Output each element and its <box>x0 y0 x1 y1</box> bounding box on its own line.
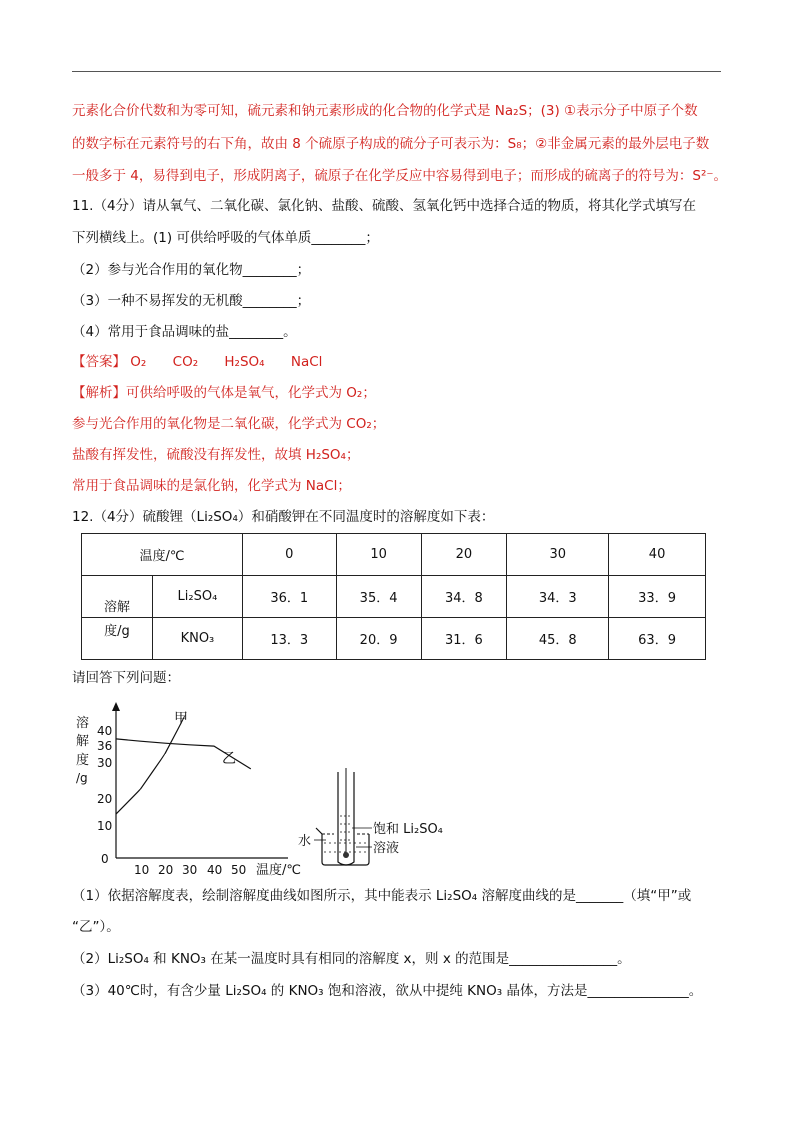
beaker-apparatus <box>314 768 372 865</box>
row-group-cell <box>82 618 243 660</box>
temp-cell: 30 <box>507 534 609 576</box>
q12-stem: 12.（4分）硫酸锂（Li₂SO₄）和硝酸钾在不同温度时的溶解度如下表： <box>72 509 495 525</box>
table-row <box>82 618 706 660</box>
solution-line-3: 一般多于 4，易得到电子，形成阴离子，硫原子在化学反应中容易得到电子；而形成的硫离子的符号为：S²⁻。 <box>72 168 727 184</box>
curve-jia <box>116 716 185 814</box>
table-cell: 36．1 <box>242 576 336 618</box>
kno3-label: KNO₃ <box>180 631 215 646</box>
table-row <box>82 534 706 576</box>
q12-sub2: （2）Li₂SO₄ 和 KNO₃ 在某一温度时具有相同的溶解度 x，则 x 的范围是________________。 <box>72 951 631 967</box>
ylabel-3: 度 <box>76 753 90 768</box>
q11-item-4: （4）常用于食品调味的盐________。 <box>72 324 297 340</box>
table-cell: 33．9 <box>609 576 706 618</box>
analysis-4: 常用于食品调味的是氯化钠，化学式为 NaCl； <box>72 478 351 494</box>
table-cell: 13．3 <box>242 618 336 660</box>
solubility-table <box>81 533 706 660</box>
table-cell: 20．9 <box>336 618 421 660</box>
q12-sub3: （3）40℃时，有含少量 Li₂SO₄ 的 KNO₃ 饱和溶液，欲从中提纯 KNO₃ 晶体，方法是_______________。 <box>72 983 703 999</box>
q11-answer <box>72 352 344 372</box>
solution-line-2: 的数字标在元素符号的右下角，故由 8 个硫原子构成的硫分子可表示为：S₈；②非金属元素的最外层电子数 <box>72 136 710 152</box>
header-temp: 温度/℃ <box>82 534 243 576</box>
li2so4-label: Li₂SO₄ <box>177 589 218 604</box>
table-cell: 31．6 <box>421 618 507 660</box>
temp-cell: 0 <box>242 534 336 576</box>
table-cell: 34．8 <box>421 576 507 618</box>
analysis-2: 参与光合作用的氧化物是二氧化碳，化学式为 CO₂； <box>72 416 386 432</box>
row-group-1: 溶解 <box>82 576 153 617</box>
answer-4: NaCl <box>290 354 323 370</box>
water-label: 水 <box>298 834 312 849</box>
ytick: 0 <box>101 852 109 866</box>
ytick: 40 <box>97 724 113 738</box>
table-cell: 63．9 <box>609 618 706 660</box>
ylabel-4: /g <box>76 771 88 785</box>
q11-stem-2: 下列横线上。(1) 可供给呼吸的气体单质________； <box>72 230 379 246</box>
analysis-3: 盐酸有挥发性，硫酸没有挥发性，故填 H₂SO₄； <box>72 447 360 463</box>
table-cell: 45．8 <box>507 618 609 660</box>
ytick: 20 <box>97 792 113 806</box>
temp-cell: 40 <box>609 534 706 576</box>
q12-sub1-a: （1）依据溶解度表，绘制溶解度曲线如图所示，其中能表示 Li₂SO₄ 溶解度曲线的是_______（填“甲”或 <box>72 888 692 904</box>
analysis-1: 【解析】可供给呼吸的气体是氧气，化学式为 O₂； <box>72 385 376 401</box>
xtick: 30 <box>182 863 198 877</box>
table-cell: 35．4 <box>336 576 421 618</box>
temp-cell: 10 <box>336 534 421 576</box>
answer-3: H₂SO₄ <box>224 354 265 370</box>
row-group-2: 度/g <box>82 618 153 659</box>
ytick: 10 <box>97 819 113 833</box>
xtick: 10 <box>134 863 150 877</box>
header-rule <box>72 71 721 72</box>
ylabel-1: 溶 <box>76 716 90 731</box>
temp-cell: 20 <box>421 534 507 576</box>
y-axis-arrow-icon <box>112 702 120 711</box>
table-cell: 34．3 <box>507 576 609 618</box>
beaker-label-2: 溶液 <box>373 841 400 856</box>
xtick: 20 <box>158 863 174 877</box>
q11-item-3: （3）一种不易挥发的无机酸________； <box>72 293 311 309</box>
answer-2: CO₂ <box>172 354 199 370</box>
row-group-cell <box>82 576 243 618</box>
q12-sub1-b: “乙”）。 <box>72 919 120 935</box>
xtick: 40 <box>207 863 223 877</box>
curve-jia-label: 甲 <box>174 711 188 727</box>
answer-label: 【答案】 <box>72 354 126 370</box>
ytick: 30 <box>97 756 113 770</box>
beaker-label-1: 饱和 Li₂SO₄ <box>373 822 443 837</box>
solution-line-1: 元素化合价代数和为零可知，硫元素和钠元素形成的化合物的化学式是 Na₂S；(3) ①表示分子中原子个数 <box>72 103 698 119</box>
curve-yi-label: 乙 <box>222 751 236 767</box>
q12-prompt: 请回答下列问题： <box>72 670 180 686</box>
q11-item-2: （2）参与光合作用的氧化物________； <box>72 262 311 278</box>
ytick: 36 <box>97 739 113 753</box>
xtick: 50 <box>231 863 247 877</box>
ylabel-2: 解 <box>76 734 90 749</box>
q11-stem-1: 11.（4分）请从氧气、二氧化碳、氯化钠、盐酸、硫酸、氢氧化钙中选择合适的物质，将其化学式填写在 <box>72 198 697 214</box>
solubility-figure <box>70 700 490 880</box>
crystal-icon <box>343 852 349 858</box>
answer-1: O₂ <box>130 354 147 370</box>
xlabel: 温度/℃ <box>256 863 301 878</box>
table-row <box>82 576 706 618</box>
